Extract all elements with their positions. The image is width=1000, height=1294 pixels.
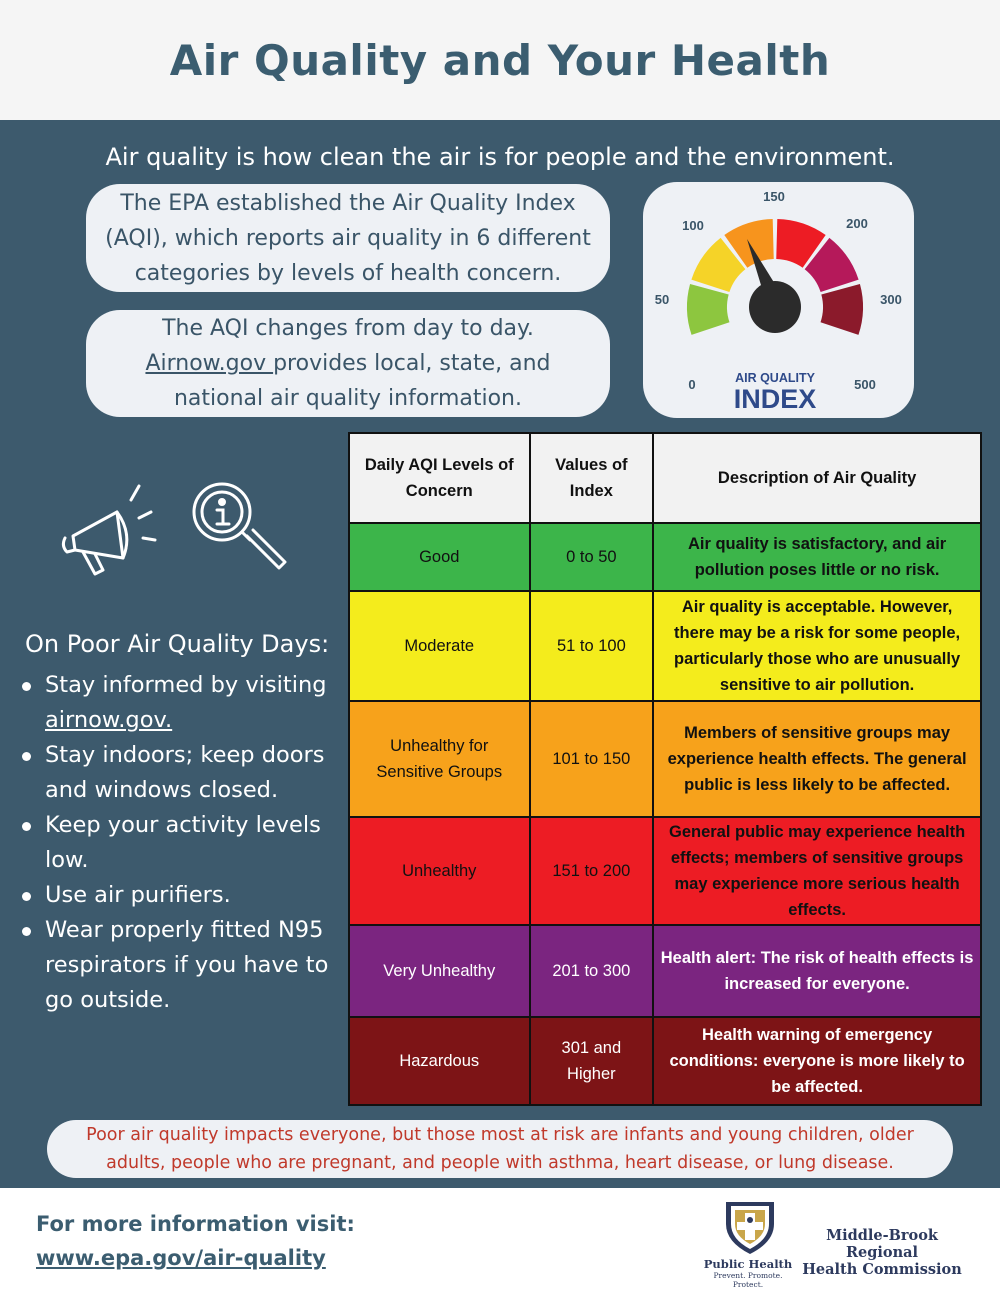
gauge-tick-label: 50: [654, 292, 670, 307]
tip-item: Wear properly fitted N95 respirators if you have to go outside.: [20, 913, 340, 1018]
values-cell: 201 to 300: [530, 925, 654, 1017]
level-cell: Good: [349, 523, 530, 591]
aqi-info-bubble: [86, 184, 610, 292]
header-values: Values of Index: [530, 433, 654, 523]
airnow-link[interactable]: Airnow.gov: [145, 351, 274, 376]
gauge-tick-label: 500: [854, 377, 876, 392]
intro-text: Air quality is how clean the air is for people and the environment.: [105, 143, 895, 171]
aqi-gauge-card: [643, 182, 914, 418]
gauge-tick-label: 0: [688, 377, 696, 392]
risk-note: Poor air quality impacts everyone, but those most at risk are infants and young children, older adults, people who are pregnant, and people with asthma, heart disease, or lung disease.: [47, 1120, 953, 1178]
footer-link[interactable]: www.epa.gov/air-quality: [36, 1246, 326, 1270]
level-cell: Very Unhealthy: [349, 925, 530, 1017]
public-health-logo: [700, 1198, 800, 1262]
header-levels: Daily AQI Levels of Concern: [349, 433, 530, 523]
page-title: Air Quality and Your Health: [169, 35, 831, 85]
aqi-info-line: (AQI), which reports air quality in 6 different: [105, 225, 591, 251]
airnow-line-2: [145, 346, 550, 381]
values-cell: 301 and Higher: [530, 1017, 654, 1105]
values-cell: 101 to 150: [530, 701, 654, 817]
table-row: [349, 925, 981, 1017]
gauge-tick-label: 100: [682, 218, 704, 233]
megaphone-icon: [63, 486, 155, 574]
organization-name: Middle-Brook Regional Health Commission: [802, 1227, 962, 1278]
gauge-tick-label: 300: [880, 292, 902, 307]
description-cell: Air quality is acceptable. However, there may be a risk for some people, particularly those who are unusually sensitive to air pollution.: [653, 591, 981, 701]
table-header-row: [349, 433, 981, 523]
description-cell: Health alert: The risk of health effects is increased for everyone.: [653, 925, 981, 1017]
airnow-line-2-rest: provides local, state, and: [273, 351, 551, 376]
airnow-line-1: The AQI changes from day to day.: [162, 316, 534, 341]
values-cell: 151 to 200: [530, 817, 654, 925]
airnow-line-3: national air quality information.: [173, 386, 522, 411]
gauge-tick-label: 200: [846, 216, 868, 231]
level-cell: Unhealthy: [349, 817, 530, 925]
table-row: [349, 817, 981, 925]
description-cell: Air quality is satisfactory, and air pollution poses little or no risk.: [653, 523, 981, 591]
gauge-label-big: INDEX: [733, 384, 817, 414]
table-row: [349, 523, 981, 591]
gauge-hub: [749, 281, 801, 333]
poor-days-title: On Poor Air Quality Days:: [25, 630, 330, 658]
values-cell: 0 to 50: [530, 523, 654, 591]
gauge-tick-label: 150: [763, 189, 785, 204]
footer-label: For more information visit:: [36, 1212, 355, 1236]
table-row: [349, 591, 981, 701]
poor-days-tips: [20, 668, 340, 1018]
gauge-label-small: AIR QUALITY: [735, 371, 815, 385]
description-cell: Health warning of emergency conditions: everyone is more likely to be affected.: [653, 1017, 981, 1105]
airnow-tip-link[interactable]: airnow.gov.: [45, 707, 173, 733]
logo-tagline: Prevent. Promote. Protect.: [713, 1271, 783, 1289]
tip-item: Stay indoors; keep doors and windows closed.: [20, 738, 340, 808]
description-cell: Members of sensitive groups may experience health effects. The general public is less likely to be affected.: [653, 701, 981, 817]
tip-item: Use air purifiers.: [20, 878, 340, 913]
icon-row: [55, 478, 295, 592]
aqi-table: [348, 432, 982, 1106]
gauge-segment: [687, 284, 729, 335]
level-cell: Hazardous: [349, 1017, 530, 1105]
airnow-info-bubble: [86, 310, 610, 417]
description-cell: General public may experience health effects; members of sensitive groups may experience more serious health effects.: [653, 817, 981, 925]
values-cell: 51 to 100: [530, 591, 654, 701]
level-cell: Moderate: [349, 591, 530, 701]
tip-item: Stay informed by visiting airnow.gov.: [20, 668, 340, 738]
header: [0, 0, 1000, 120]
gauge-segment: [821, 284, 863, 335]
aqi-gauge-icon: [643, 182, 914, 418]
info-magnifier-icon: [194, 484, 285, 568]
table-row: [349, 701, 981, 817]
tip-item: Keep your activity levels low.: [20, 808, 340, 878]
level-cell: Unhealthy for Sensitive Groups: [349, 701, 530, 817]
logo-name: Public Health: [703, 1257, 793, 1271]
aqi-info-line: categories by levels of health concern.: [134, 260, 562, 286]
table-row: [349, 1017, 981, 1105]
header-description: Description of Air Quality: [653, 433, 981, 523]
aqi-info-line: The EPA established the Air Quality Index: [120, 190, 576, 216]
